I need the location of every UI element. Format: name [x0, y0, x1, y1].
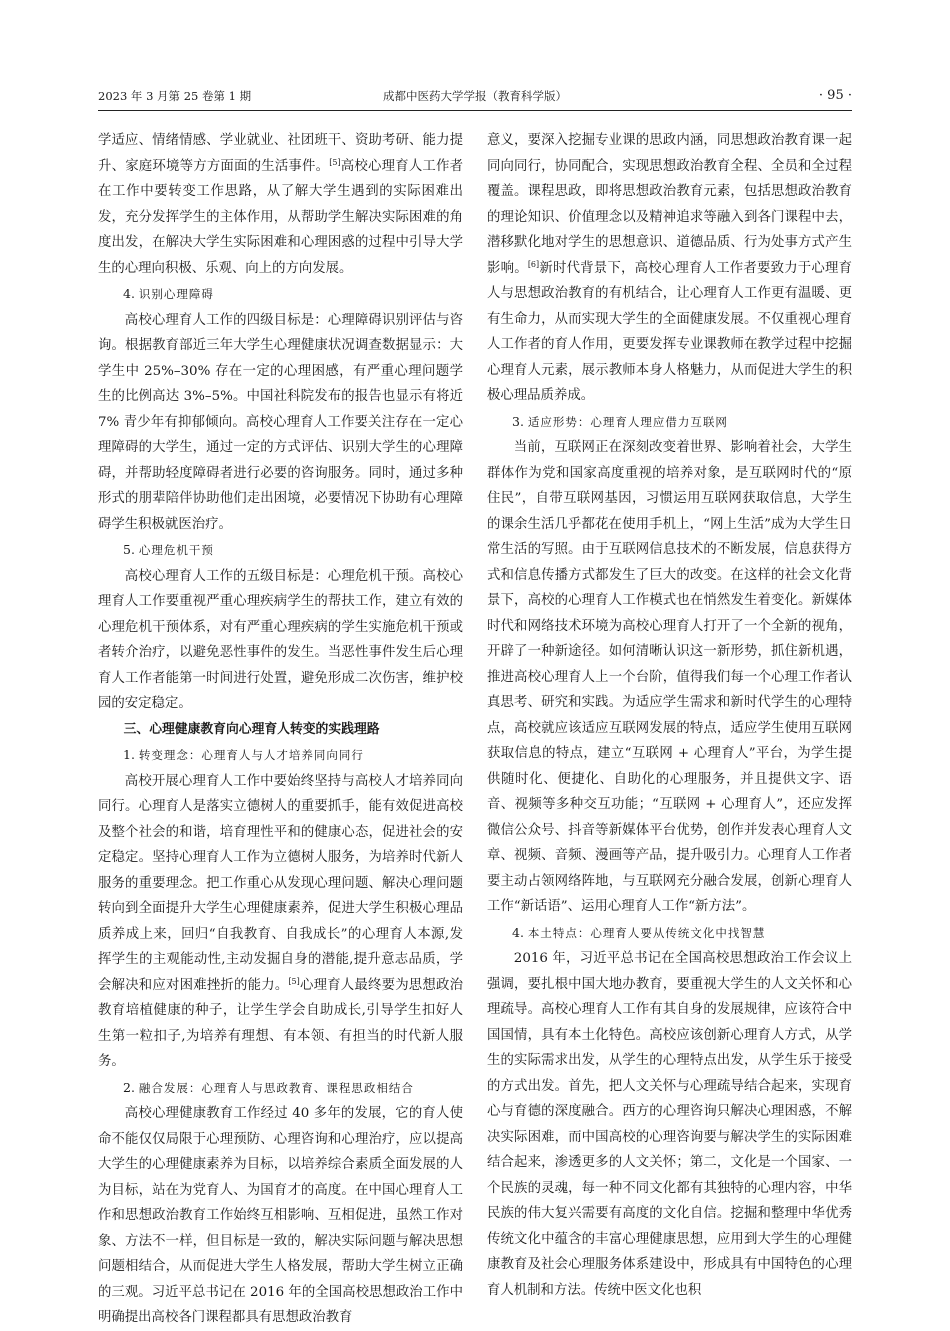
subsection-heading: [487, 920, 852, 947]
page-number: · 95 ·: [818, 88, 852, 103]
citation-ref: [6]: [527, 259, 540, 269]
subsection-title: 心理危机干预: [138, 543, 214, 557]
citation-ref: [5]: [329, 157, 341, 167]
subsection-number: 4.: [512, 924, 528, 940]
body-paragraph: 当前，互联网正在深刻改变着世界、影响着社会，大学生群体作为党和国家高度重视的培养对象，是互联网时代的“原住民”，自带互联网基因，习惯运用互联网获取信息，大学生的课余生活几乎都花在使用手机上，“网上生活”成为大学生日常生活的写照。由于互联网信息技术的不断发展，信息获得方式和信息传播方式都发生了巨大的改变。在这样的社会文化背景下，高校的心理育人工作模式也在悄然发生着变化。新媒体时代和网络技术环境为高校心理育人打开了一个全新的视角，开辟了一种新途径。如何清晰认识这一新形势，抓住新机遇，推进高校心理育人上一个台阶，值得我们每一个心理工作者认真思考、研究和实践。为适应学生需求和新时代学生的心理特点，高校就应该适应互联网发展的特点，适应学生使用互联网获取信息的特点，建立“互联网 + 心理育人”平台，为学生提供随时化、便捷化、自助化的心理服务，并且提供文字、语音、视频等多种交互功能；“互联网 + 心理育人”，还应发挥微信公众号、抖音等新媒体平台优势，创作并发表心理育人文章、视频、音频、漫画等产品，提升吸引力。心理育人工作者要主动占领网络阵地，与互联网充分融合发展，创新心理育人工作“新话语”、运用心理育人工作“新方法”。: [487, 440, 852, 914]
body-paragraph: 高校心理健康教育工作经过 40 多年的发展，它的育人使命不能仅仅局限于心理预防、心理咨询和心理治疗，应以提高大学生的心理健康素养为目标，以培养综合素质全面发展的人为目标，站在为党育人、为国育才的高度。在中国心理育人工作和思想政治教育工作始终互相影响、互相促进，虽然工作对象、方法不一样，但目标是一致的，解决实际问题与解决思想问题相结合，从而促进大学生人格发展，帮助大学生树立正确的三观。习近平总书记在 2016 年的全国高校思想政治工作中明确提出高校各门课程都具有思想政治教育: [98, 1106, 463, 1325]
subsection-title: 本土特点：心理育人要从传统文化中找智慧: [527, 925, 766, 940]
body-paragraph: 高校心理育人工作的五级目标是：心理危机干预。高校心理育人工作要重视严重心理疾病学生的帮扶工作，建立有效的心理危机干预体系，对有严重心理疾病的学生实施危机干预或者转介治疗，以避免恶性事件的发生。当恶性事件发生后心理育人工作者能第一时间进行处置，避免形成二次伤害，维护校园的安定稳定。: [98, 568, 463, 711]
subsection-number: 1.: [123, 747, 139, 762]
body-paragraph: 高校开展心理育人工作中要始终坚持与高校人才培养同向同行。心理育人是落实立德树人的重要抓手，能有效促进高校及整个社会的和谐，培育理性平和的健康心态，促进社会的安定稳定。坚持心理育人工作为立德树人服务，为培养时代新人服务的重要理念。把工作重心从发现心理问题、解决心理问题转向到全面提升大学生心理健康素养，促进大学生积极心理品质养成上来，回归“自我教育、自我成长”的心理育人本源,发挥学生的主观能动性,主动发掘自身的潜能,提升意志品质，学会解决和应对困难挫折的能力。[5]心理育人最终要为思想政治教育培植健康的种子，让学生学会自助成长,引导学生扣好人生第一粒扣子,为培养有理想、有本领、有担当的时代新人服务。: [98, 773, 464, 1069]
subsection-heading: [487, 409, 852, 436]
subsection-title: 融合发展：心理育人与思政教育、课程思政相结合: [138, 1080, 414, 1095]
body-paragraph: 高校心理育人工作的四级目标是：心理障碍识别评估与咨询。根据教育部近三年大学生心理健康状况调查数据显示：大学生中 25%–30% 存在一定的心理困感，有严重心理问题学生的比例高达 3%–5%。中国社科院发布的报告也显示有将近 7% 青少年有抑郁倾向。高校心理育人工作要关注存在一定心理障碍的大学生，通过一定的方式评估、识别大学生的心理障碍，并帮助轻度障碍者进行必要的咨询服务。同时，通过多种形式的朋辈陪伴协助他们走出困境，必要情况下协助有心理障碍学生积极就医治疗。: [98, 312, 463, 532]
subsection-heading: [98, 537, 463, 564]
subsection-number: 3.: [512, 413, 528, 429]
body-paragraph: 学适应、情绪情感、学业就业、社团班干、资助考研、能力提升、家庭环境等方方面面的生活事件。[5]高校心理育人工作者在工作中要转变工作思路，从了解大学生遇到的实际困难出发，充分发挥学生的主体作用，从帮助学生解决实际困难的角度出发，在解决大学生实际困难和心理困惑的过程中引导大学生的心理向积极、乐观、向上的方向发展。: [98, 133, 464, 276]
body-paragraph: 意义，要深入挖掘专业课的思政内涵，同思想政治教育课一起同向同行，协同配合，实现思想政治教育全程、全员和全过程覆盖。课程思政，即将思想政治教育元素，包括思想政治教育的理论知识、价值理念以及精神追求等融入到各门课程中去，潜移默化地对学生的思想意识、道德品质、行为处事方式产生影响。[6]新时代背景下，高校心理育人工作者要致力于心理育人与思想政治教育的有机结合，让心理育人工作更有温暖、更有生命力，从而实现大学生的全面健康发展。不仅重视心理育人工作者的育人作用，更要发挥专业课教师在教学过程中挖掘心理育人元素，展示教师本身人格魅力，从而促进大学生的积极心理品质养成。: [487, 133, 853, 403]
section-heading: 三、心理健康教育向心理育人转变的实践理路: [123, 721, 380, 737]
running-header: [98, 86, 852, 111]
right-column: [487, 128, 852, 1303]
subsection-heading: [98, 1075, 463, 1102]
issue-info: 2023 年 3 月第 25 卷第 1 期: [98, 89, 252, 103]
citation-ref: [5]: [288, 976, 300, 986]
subsection-number: 4.: [123, 286, 139, 301]
subsection-number: 2.: [123, 1079, 139, 1095]
subsection-heading: [98, 281, 463, 308]
left-column: [98, 128, 463, 1331]
journal-title: 成都中医药大学学报（教育科学版）: [383, 89, 567, 103]
body-paragraph: 2016 年，习近平总书记在全国高校思想政治工作会议上强调，要扎根中国大地办教育，要重视大学生的人文关怀和心理疏导。高校心理育人工作有其自身的发展规律，应该符合中国国情，具有本土化特色。高校应该创新心理育人方式，从学生的实际需求出发，从学生的心理特点出发，从学生乐于接受的方式出发。首先，把人文关怀与心理疏导结合起来，实现育心与育德的深度融合。西方的心理咨询只解决心理困惑，不解决实际困难，而中国高校的心理咨询要与解决学生的实际困难结合起来，渗透更多的人文关怀；第二，文化是一个国家、一个民族的灵魂，每一种不同文化都有其独特的心理内容，中华民族的伟大复兴需要有高度的文化自信。挖掘和整理中华优秀传统文化中蕴含的丰富心理健康思想，应用到大学生的心理健康教育及社会心理服务体系建设中，形成具有中国特色的心理育人机制和方法。传统中医文化也积: [487, 951, 852, 1298]
subsection-title: 转变理念：心理育人与人才培养同向同行: [138, 748, 364, 762]
subsection-heading: [98, 742, 463, 769]
subsection-title: 适应形势：心理育人理应借力互联网: [527, 414, 728, 429]
subsection-number: 5.: [123, 542, 139, 557]
subsection-title: 识别心理障碍: [138, 287, 214, 301]
